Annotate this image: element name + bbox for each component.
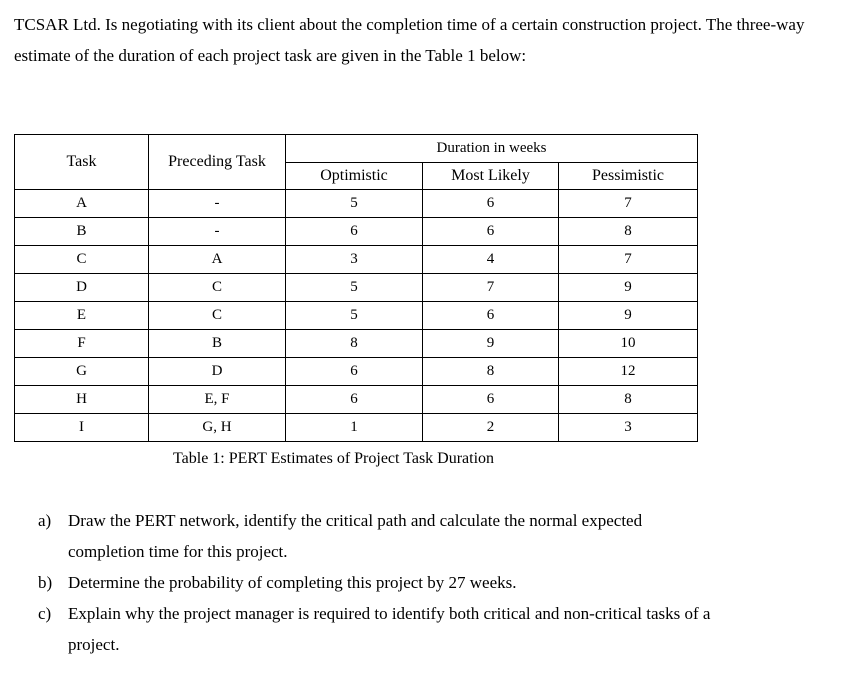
header-pessimistic: Pessimistic [559, 163, 698, 190]
cell-pessimistic: 12 [559, 358, 698, 386]
cell-optimistic: 3 [286, 246, 423, 274]
cell-task: H [15, 386, 149, 414]
cell-preceding: B [149, 330, 286, 358]
cell-optimistic: 1 [286, 414, 423, 442]
header-preceding-task: Preceding Task [149, 135, 286, 190]
table-row [15, 274, 698, 302]
cell-most-likely: 6 [423, 302, 559, 330]
cell-task: E [15, 302, 149, 330]
cell-task: D [15, 274, 149, 302]
cell-task: F [15, 330, 149, 358]
cell-most-likely: 4 [423, 246, 559, 274]
cell-preceding: - [149, 190, 286, 218]
cell-preceding: C [149, 274, 286, 302]
cell-optimistic: 5 [286, 302, 423, 330]
table-caption: Table 1: PERT Estimates of Project Task Duration [173, 450, 495, 467]
cell-most-likely: 9 [423, 330, 559, 358]
cell-optimistic: 5 [286, 190, 423, 218]
cell-optimistic: 5 [286, 274, 423, 302]
question-marker: a) [38, 511, 52, 530]
question-marker: c) [38, 604, 52, 623]
cell-most-likely: 2 [423, 414, 559, 442]
cell-optimistic: 6 [286, 218, 423, 246]
cell-pessimistic: 7 [559, 190, 698, 218]
table-row [15, 246, 698, 274]
cell-task: I [15, 414, 149, 442]
question-item [38, 567, 718, 598]
cell-most-likely: 7 [423, 274, 559, 302]
cell-task: A [15, 190, 149, 218]
table-body [15, 190, 698, 442]
header-duration-label: Duration in weeks [436, 140, 547, 156]
cell-pessimistic: 3 [559, 414, 698, 442]
cell-most-likely: 6 [423, 386, 559, 414]
question-item [38, 505, 718, 567]
cell-most-likely: 6 [423, 218, 559, 246]
question-text: Explain why the project manager is required to identify both critical and non-critical tasks of a project. [68, 604, 711, 654]
cell-optimistic: 6 [286, 386, 423, 414]
cell-preceding: - [149, 218, 286, 246]
intro-paragraph: TCSAR Ltd. Is negotiating with its client about the completion time of a certain construction project. The three-way estimate of the duration of each project task are given in the Table 1 below: [14, 15, 805, 65]
question-list [38, 505, 718, 660]
header-optimistic: Optimistic [286, 163, 423, 190]
header-task: Task [15, 135, 149, 190]
table-row [15, 386, 698, 414]
table-row [15, 302, 698, 330]
question-text: Determine the probability of completing this project by 27 weeks. [68, 573, 517, 592]
cell-preceding: D [149, 358, 286, 386]
cell-task: C [15, 246, 149, 274]
table-row [15, 218, 698, 246]
cell-pessimistic: 7 [559, 246, 698, 274]
table-row [15, 358, 698, 386]
question-item [38, 598, 718, 660]
table-row [15, 414, 698, 442]
cell-most-likely: 8 [423, 358, 559, 386]
header-duration-group [286, 135, 698, 163]
table-row [15, 190, 698, 218]
cell-preceding: C [149, 302, 286, 330]
cell-pessimistic: 10 [559, 330, 698, 358]
cell-optimistic: 8 [286, 330, 423, 358]
cell-pessimistic: 8 [559, 386, 698, 414]
cell-most-likely: 6 [423, 190, 559, 218]
cell-preceding: E, F [149, 386, 286, 414]
cell-task: G [15, 358, 149, 386]
question-text: Draw the PERT network, identify the critical path and calculate the normal expected completion time for this project. [68, 511, 643, 561]
cell-preceding: G, H [149, 414, 286, 442]
cell-optimistic: 6 [286, 358, 423, 386]
cell-pessimistic: 9 [559, 302, 698, 330]
cell-task: B [15, 218, 149, 246]
cell-pessimistic: 8 [559, 218, 698, 246]
header-most-likely: Most Likely [423, 163, 559, 190]
question-marker: b) [38, 573, 53, 592]
pert-estimates-table [14, 134, 698, 442]
cell-preceding: A [149, 246, 286, 274]
cell-pessimistic: 9 [559, 274, 698, 302]
table-row [15, 330, 698, 358]
